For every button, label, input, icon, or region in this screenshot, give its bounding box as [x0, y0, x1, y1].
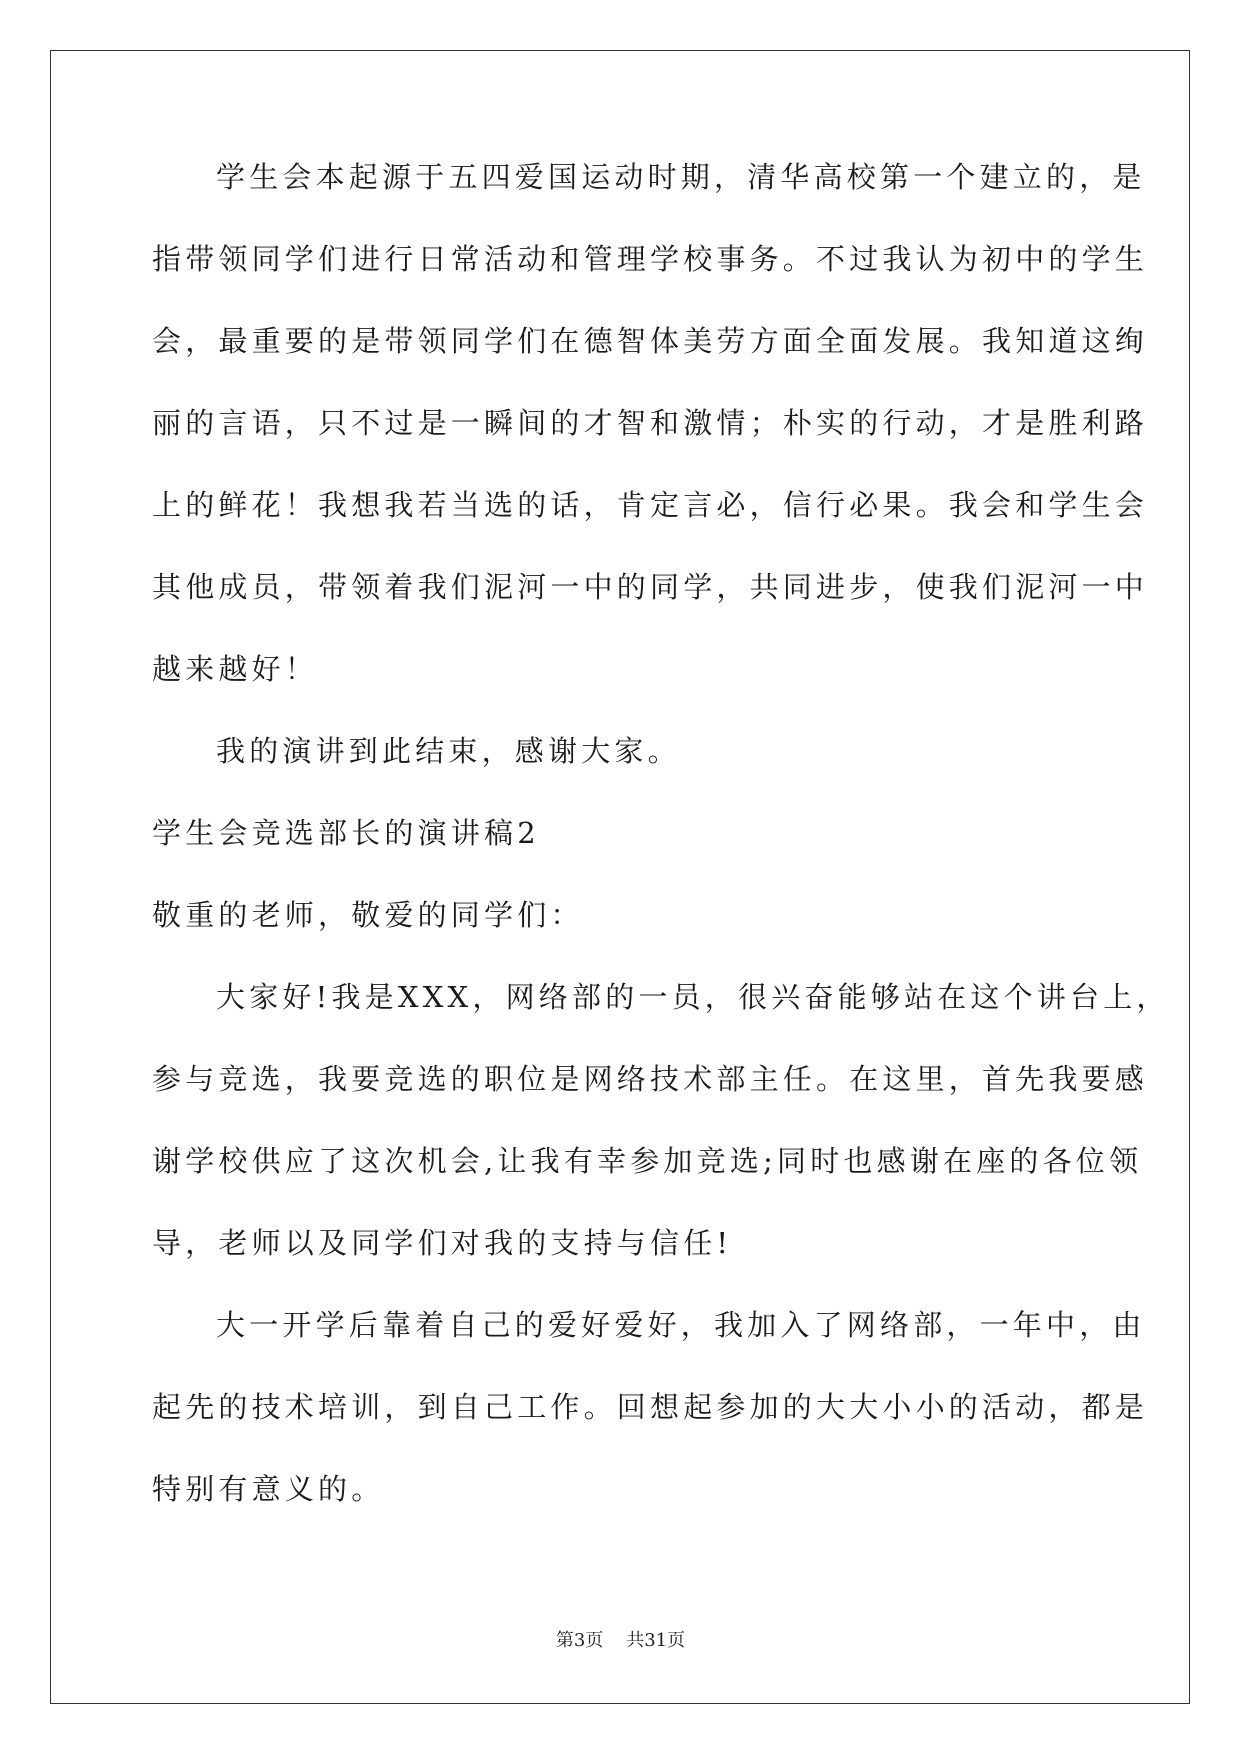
body-text-line: 越来越好！	[152, 652, 319, 686]
body-text-line: 指带领同学们进行日常活动和管理学校事务。不过我认为初中的学生	[152, 242, 1149, 276]
body-text-line: 学生会本起源于五四爱国运动时期，清华高校第一个建立的，是	[216, 160, 1146, 194]
body-text-line: 丽的言语，只不过是一瞬间的才智和激情；朴实的行动，才是胜利路	[152, 406, 1149, 440]
body-text-line: 谢学校供应了这次机会,让我有幸参加竞选;同时也感谢在座的各位领	[152, 1144, 1143, 1178]
body-text-line: 导，老师以及同学们对我的支持与信任!	[152, 1226, 733, 1260]
body-text-line: 参与竞选，我要竞选的职位是网络技术部主任。在这里，首先我要感	[152, 1062, 1149, 1096]
document-body	[152, 160, 1170, 1554]
body-text-line: 我的演讲到此结束，感谢大家。	[216, 734, 681, 768]
body-text-line: 会，最重要的是带领同学们在德智体美劳方面全面发展。我知道这绚	[152, 324, 1149, 358]
salutation: 敬重的老师，敬爱的同学们：	[152, 898, 584, 932]
body-text-line: 大家好!我是XXX，网络部的一员，很兴奋能够站在这个讲台上，	[216, 980, 1170, 1014]
page-number-footer: 第3页 共31页	[555, 1630, 686, 1651]
body-text-line: 起先的技术培训，到自己工作。回想起参加的大大小小的活动，都是	[152, 1390, 1149, 1424]
body-text-line: 大一开学后靠着自己的爱好爱好，我加入了网络部，一年中，由	[216, 1308, 1146, 1342]
body-text-line: 其他成员，带领着我们泥河一中的同学，共同进步，使我们泥河一中	[152, 570, 1149, 604]
body-text-line: 特别有意义的。	[152, 1472, 385, 1506]
body-text-line: 上的鲜花！我想我若当选的话，肯定言必，信行必果。我会和学生会	[152, 488, 1149, 522]
section-title: 学生会竞选部长的演讲稿2	[152, 816, 540, 850]
